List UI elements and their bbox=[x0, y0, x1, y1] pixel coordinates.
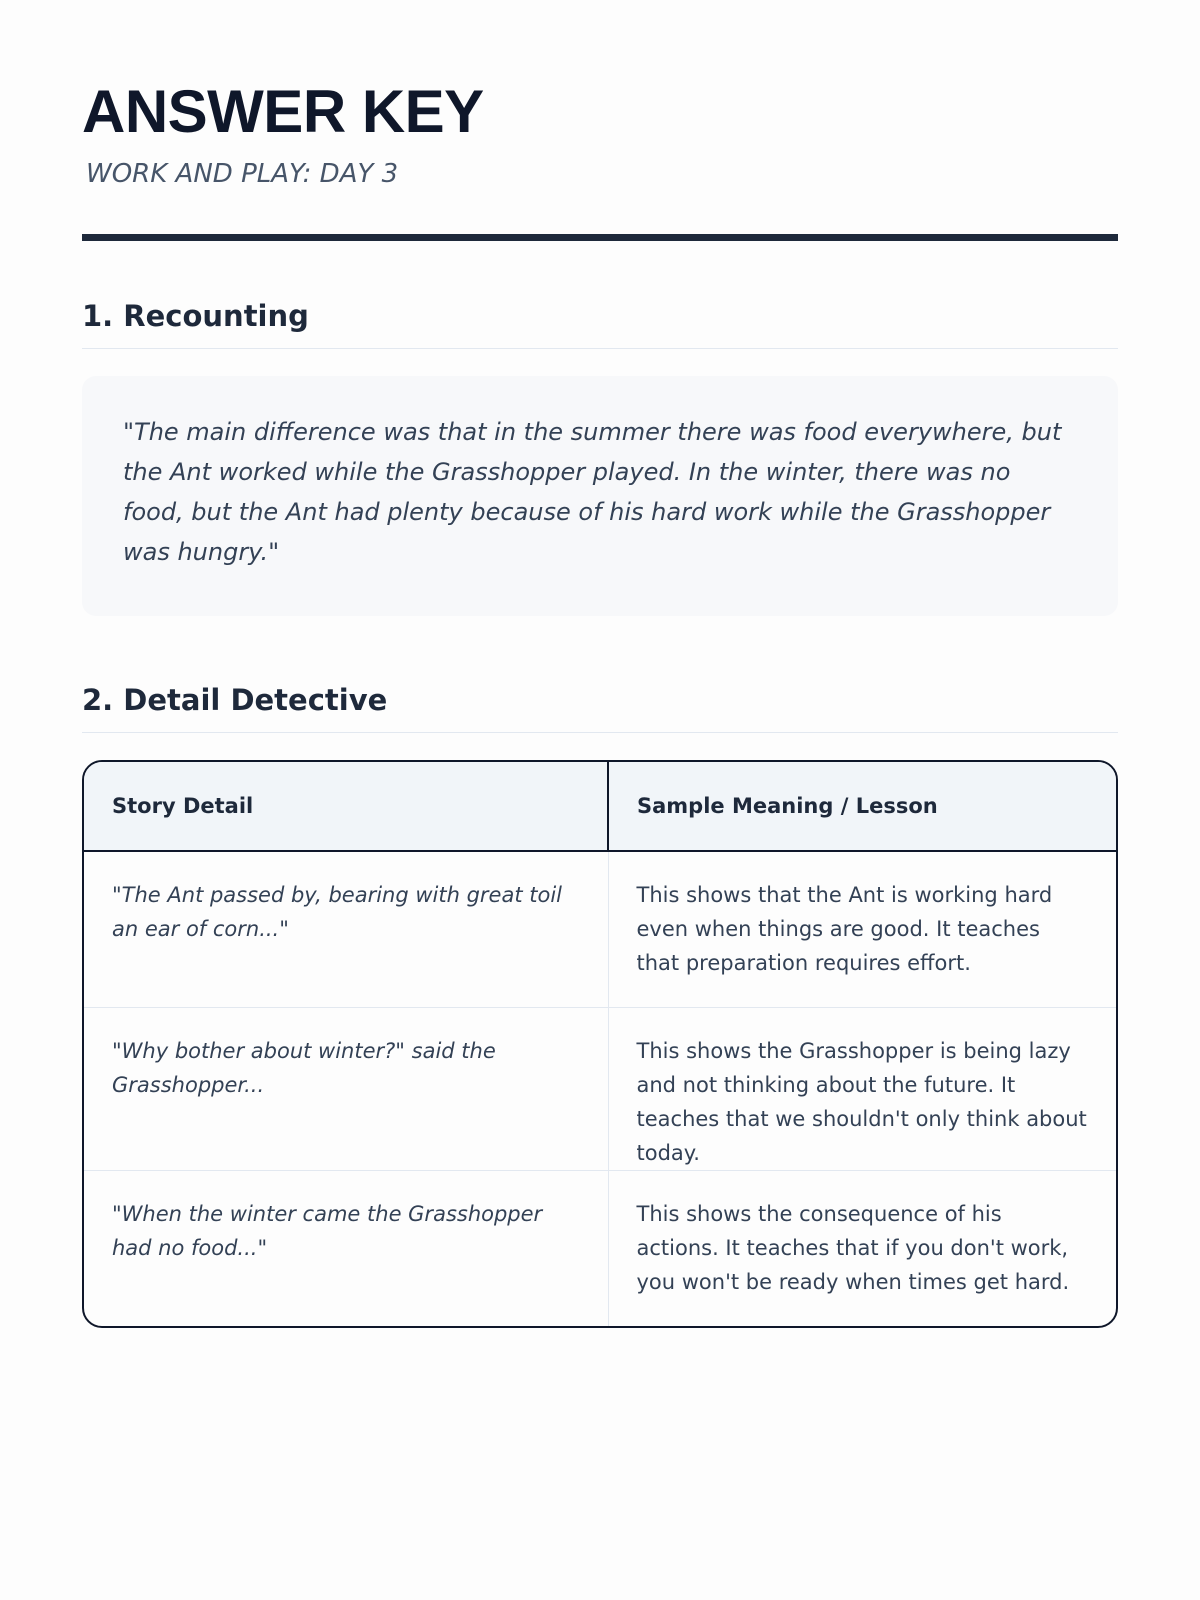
header-divider bbox=[82, 234, 1118, 241]
column-header-meaning: Sample Meaning / Lesson bbox=[608, 762, 1116, 851]
meaning-cell: This shows that the Ant is working hard even when things are good. It teaches that preparation requires effort. bbox=[636, 883, 1053, 975]
column-header-story-detail: Story Detail bbox=[84, 762, 608, 851]
meaning-cell: This shows the consequence of his actions. It teaches that if you don't work, you won't be ready when times get hard. bbox=[608, 1170, 1116, 1326]
table-row bbox=[84, 851, 1116, 1007]
page-subtitle: WORK AND PLAY: DAY 3 bbox=[86, 159, 399, 189]
table-header-row bbox=[84, 762, 1116, 851]
table-row bbox=[84, 1170, 1116, 1326]
page-title: ANSWER KEY bbox=[82, 78, 484, 145]
story-detail-cell: "Why bother about winter?" said the Grasshopper... bbox=[84, 1007, 608, 1170]
story-detail-cell: "When the winter came the Grasshopper had no food..." bbox=[84, 1170, 608, 1326]
meaning-cell: This shows the Grasshopper is being lazy and not thinking about the future. It teaches that we shouldn't only think about today. bbox=[608, 1007, 1116, 1170]
page-header bbox=[82, 0, 1118, 190]
story-detail-cell: "The Ant passed by, bearing with great toil an ear of corn..." bbox=[84, 851, 608, 1007]
table-row bbox=[84, 1007, 1116, 1170]
section-detail-detective-title: 2. Detail Detective bbox=[82, 682, 1118, 733]
section-recounting-title: 1. Recounting bbox=[82, 298, 1118, 349]
detail-detective-table bbox=[82, 760, 1118, 1328]
recounting-answer-box: "The main difference was that in the summer there was food everywhere, but the Ant worked while the Grasshopper played. In the winter, there was no food, but the Ant had plenty because of his hard work while the Grasshopper was hungry." bbox=[82, 376, 1118, 616]
